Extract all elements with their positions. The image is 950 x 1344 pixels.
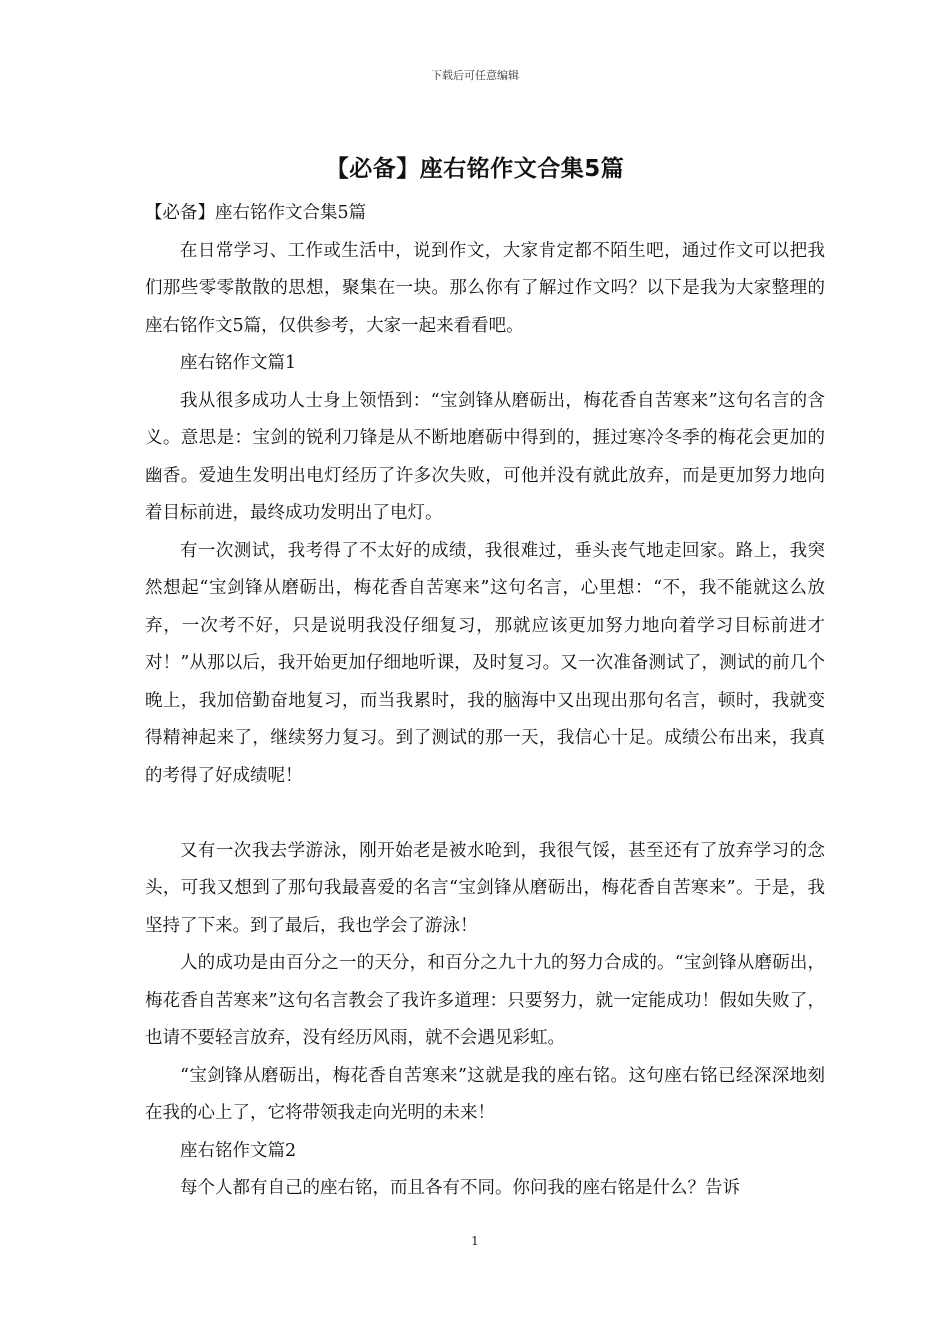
- section-heading-1: 座右铭作文篇1: [180, 353, 297, 373]
- subtitle: 【必备】座右铭作文合集5篇: [145, 203, 367, 223]
- document-body: [145, 195, 825, 1208]
- section1-paragraph-4: 人的成功是由百分之一的天分，和百分之九十九的努力合成的。“宝剑锋从磨砺出，梅花香自苦寒来”这句名言教会了我许多道理：只要努力，就一定能成功！假如失败了，也请不要轻言放弃，没有经历风雨，就不会遇见彩虹。: [145, 953, 825, 1048]
- section1-paragraph-5: “宝剑锋从磨砺出，梅花香自苦寒来”这就是我的座右铭。这句座右铭已经深深地刻在我的心上了，它将带领我走向光明的未来！: [145, 1065, 825, 1123]
- section1-paragraph-1: 我从很多成功人士身上领悟到：“宝剑锋从磨砺出，梅花香自苦寒来”这句名言的含义。意思是：宝剑的锐利刀锋是从不断地磨砺中得到的，捱过寒冷冬季的梅花会更加的幽香。爱迪生发明出电灯经历了许多次失败，可他并没有就此放弃，而是更加努力地向着目标前进，最终成功发明出了电灯。: [145, 390, 825, 523]
- section1-paragraph-2: 有一次测试，我考得了不太好的成绩，我很难过，垂头丧气地走回家。路上，我突然想起“宝剑锋从磨砺出，梅花香自苦寒来”这句名言，心里想：“不，我不能就这么放弃，一次考不好，只是说明我没仔细复习，那就应该更加努力地向着学习目标前进才对！”从那以后，我开始更加仔细地听课，及时复习。又一次准备测试了，测试的前几个晚上，我加倍勤奋地复习，而当我累时，我的脑海中又出现出那句名言，顿时，我就变得精神起来了，继续努力复习。到了测试的那一天，我信心十足。成绩公布出来，我真的考得了好成绩呢！: [145, 540, 825, 786]
- page-title: 【必备】座右铭作文合集5篇: [325, 156, 625, 182]
- header-note: 下载后可任意编辑: [431, 69, 519, 82]
- intro-paragraph: 在日常学习、工作或生活中，说到作文，大家肯定都不陌生吧，通过作文可以把我们那些零零散散的思想，聚集在一块。那么你有了解过作文吗？以下是我为大家整理的座右铭作文5篇，仅供参考，大家一起来看看吧。: [145, 240, 825, 336]
- section-heading-2: 座右铭作文篇2: [180, 1140, 297, 1161]
- section2-paragraph-1: 每个人都有自己的座右铭，而且各有不同。你问我的座右铭是什么？告诉: [180, 1178, 740, 1198]
- page-number: 1: [471, 1234, 479, 1248]
- blank-line: [145, 795, 825, 833]
- section1-paragraph-3: 又有一次我去学游泳，刚开始老是被水呛到，我很气馁，甚至还有了放弃学习的念头，可我又想到了那句我最喜爱的名言“宝剑锋从磨砺出，梅花香自苦寒来”。于是，我坚持了下来。到了最后，我也学会了游泳！: [145, 840, 825, 936]
